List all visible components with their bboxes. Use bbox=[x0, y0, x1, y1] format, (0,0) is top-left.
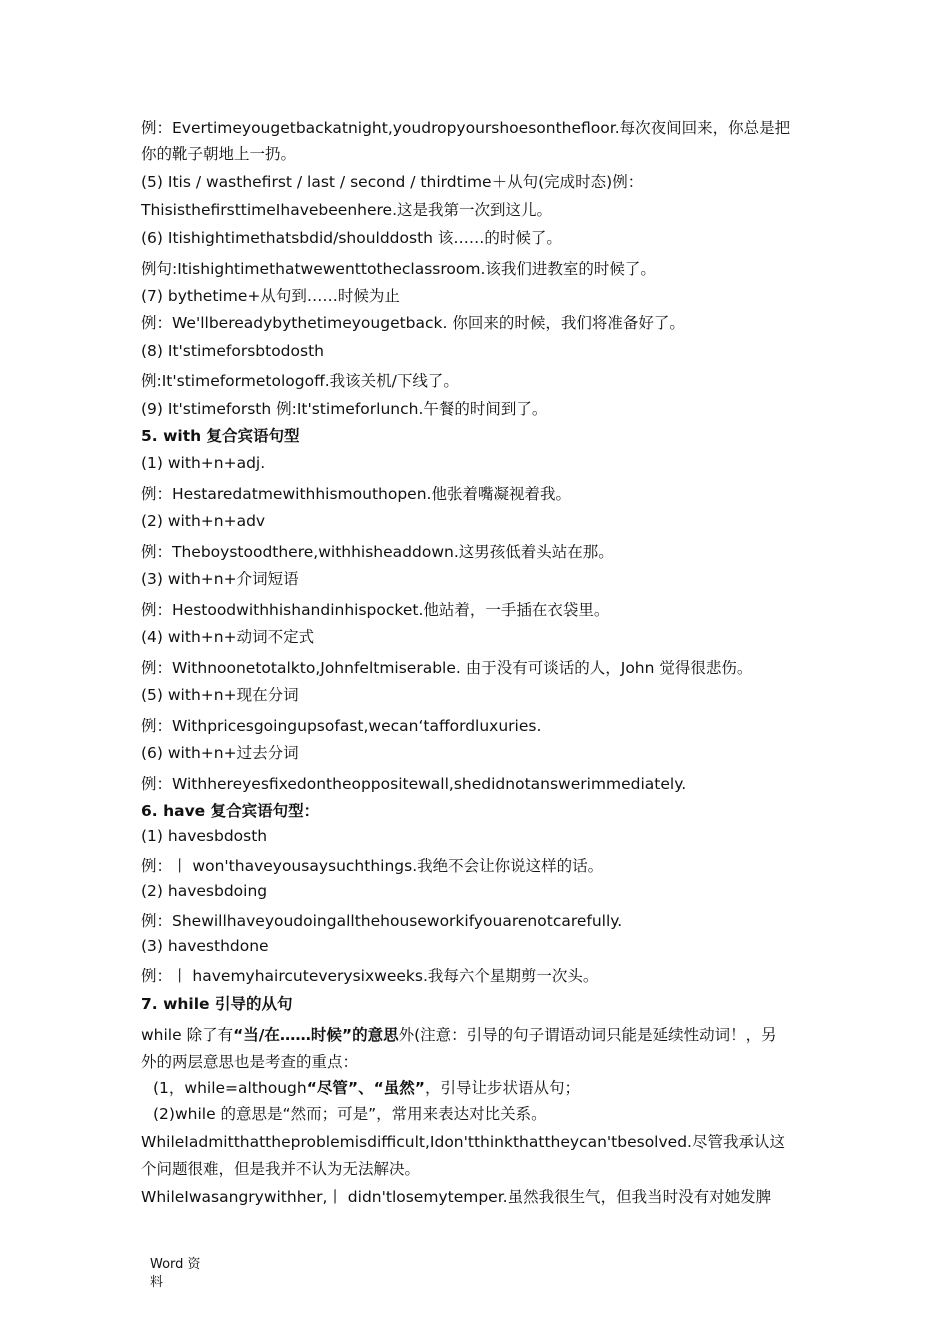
text-line: WhileIwasangrywithher,丨 didn'tlosemytemper.虽然我很生气，但我当时没有对她发脾 bbox=[141, 1188, 772, 1206]
text-line: 例句:Itishightimethatwewenttotheclassroom.该我们进教室的时候了。 bbox=[141, 260, 656, 278]
while-paragraph-line bbox=[141, 1025, 777, 1045]
text-line: (1) havesbdosth bbox=[141, 827, 268, 845]
text-line: 例:It'stimeformetologoff.我该关机/下线了。 bbox=[141, 372, 459, 390]
text-line: 例：Withhereyesfixedontheoppositewall,shedidnotanswerimmediately. bbox=[141, 775, 687, 793]
section-heading: 6. have 复合宾语句型： bbox=[141, 802, 320, 820]
text-line: 例：丨 won'thaveyousaysuchthings.我绝不会让你说这样的话。 bbox=[141, 857, 604, 875]
text-line: (4) with+n+动词不定式 bbox=[141, 628, 315, 646]
text-line: WhileIadmitthattheproblemisdifficult,Idon'tthinkthattheycan'tbesolved.尽管我承认这 bbox=[141, 1133, 785, 1151]
text-line: (5) Itis / wasthefirst / last / second / thirdtime＋从句(完成时态)例： bbox=[141, 173, 644, 191]
text-line: 个问题很难，但是我并不认为无法解决。 bbox=[141, 1160, 421, 1178]
text-line: 例：Hestoodwithhishandinhispocket.他站着，一手插在衣袋里。 bbox=[141, 601, 610, 619]
text-line: (8) It'stimeforsbtodosth bbox=[141, 342, 324, 360]
item1-bold: “尽管”、“虽然” bbox=[306, 1079, 425, 1097]
text-line: (3) havesthdone bbox=[141, 937, 269, 955]
text-line: (5) with+n+现在分词 bbox=[141, 686, 299, 704]
item1-text: (1，while=although bbox=[153, 1079, 307, 1097]
text-line: (2) havesbdoing bbox=[141, 882, 268, 900]
page-footer bbox=[150, 1256, 201, 1292]
text-line: (6) Itishightimethatsbdid/shoulddosth 该……的时候了。 bbox=[141, 229, 562, 247]
text-line: 例：Evertimeyougetbackatnight,youdropyourshoesonthefloor.每次夜间回来，你总是把 bbox=[141, 119, 791, 137]
text-line: (3) with+n+介词短语 bbox=[141, 570, 299, 588]
text-line: (2) with+n+adv bbox=[141, 512, 266, 530]
text-line: 外的两层意思也是考查的重点： bbox=[141, 1053, 359, 1071]
text-line: (6) with+n+过去分词 bbox=[141, 744, 299, 762]
section-heading: 7. while 引导的从句 bbox=[141, 995, 293, 1013]
while-item-1 bbox=[153, 1078, 580, 1098]
while-text: while 除了有 bbox=[141, 1026, 234, 1044]
text-line: 你的靴子朝地上一扔。 bbox=[141, 145, 297, 163]
text-line: ThisisthefirsttimeIhavebeenhere.这是我第一次到这儿。 bbox=[141, 201, 552, 219]
text-line: 例：Withnoonetotalkto,Johnfeltmiserable. 由于没有可谈话的人，John 觉得很悲伤。 bbox=[141, 659, 753, 677]
text-line: (7) bythetime+从句到……时候为止 bbox=[141, 287, 400, 305]
text-line: 例：We'llbereadybythetimeyougetback. 你回来的时候，我们将准备好了。 bbox=[141, 314, 685, 332]
while-item-2: (2)while 的意思是“然而；可是”，常用来表达对比关系。 bbox=[153, 1105, 547, 1123]
text-line: 例：Withpricesgoingupsofast,wecan‘taffordluxuries. bbox=[141, 717, 542, 735]
while-note: 外(注意：引导的句子谓语动词只能是延续性动词！，另 bbox=[398, 1026, 777, 1044]
item1-tail: ，引导让步状语从句； bbox=[424, 1079, 580, 1097]
text-line: 例：Theboystoodthere,withhisheaddown.这男孩低着头站在那。 bbox=[141, 543, 614, 561]
footer-line: 料 bbox=[150, 1275, 164, 1290]
section-heading: 5. with 复合宾语句型 bbox=[141, 427, 300, 445]
footer-line: Word 资 bbox=[150, 1257, 201, 1272]
text-line: 例：Shewillhaveyoudoingallthehouseworkifyouarenotcarefully. bbox=[141, 912, 623, 930]
while-meaning-bold: “当/在……时候”的意思 bbox=[233, 1026, 399, 1044]
text-line: (9) It'stimeforsth 例:It'stimeforlunch.午餐的时间到了。 bbox=[141, 400, 548, 418]
text-line: (1) with+n+adj. bbox=[141, 454, 266, 472]
text-line: 例：丨 havemyhaircuteverysixweeks.我每六个星期剪一次头。 bbox=[141, 967, 599, 985]
text-line: 例：Hestaredatmewithhismouthopen.他张着嘴凝视着我。 bbox=[141, 485, 571, 503]
